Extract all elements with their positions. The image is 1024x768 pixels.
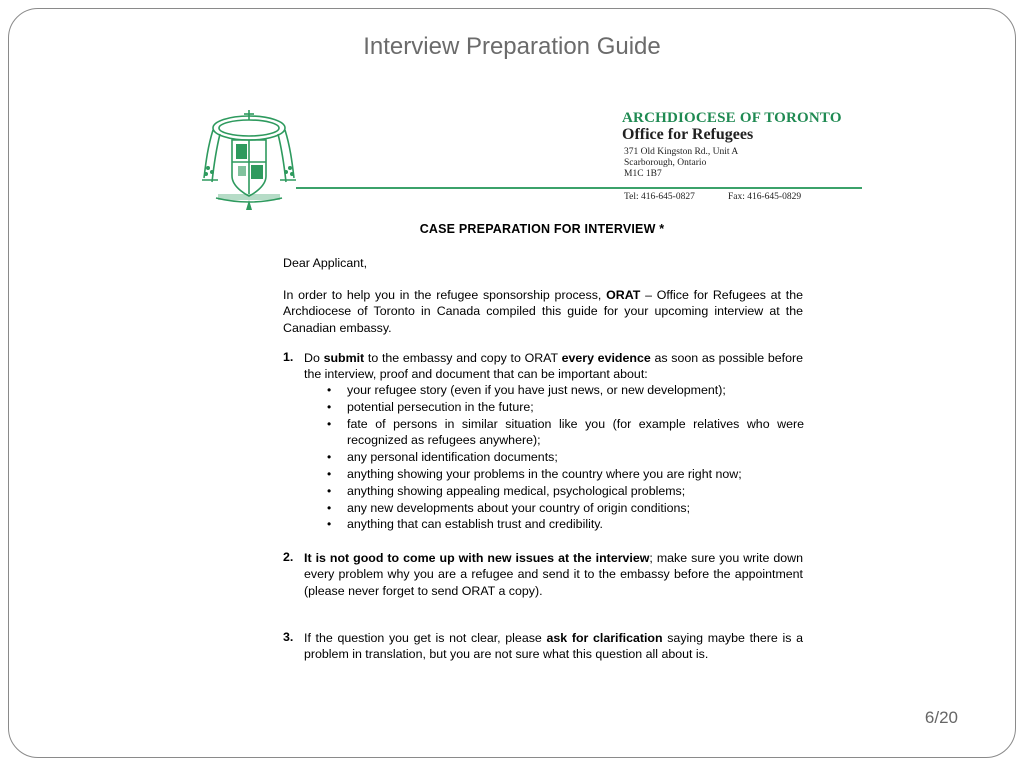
- bullet-item: [326, 516, 804, 533]
- fax-number: Fax: 416-645-0829: [728, 192, 802, 202]
- item-text: as soon as possible before the interview, proof and document that can be important about:: [304, 351, 803, 382]
- item-text: saying maybe there is a problem in translation, but you are not sure what this question all about is.: [304, 631, 803, 662]
- archdiocese-crest-icon: [198, 106, 300, 210]
- item-3-text: [304, 630, 803, 663]
- bullet-icon: •: [327, 483, 332, 498]
- item-bold: submit: [323, 351, 365, 365]
- bullet-icon: •: [327, 383, 332, 397]
- bullet-item: [326, 416, 804, 450]
- salutation: Dear Applicant,: [283, 256, 368, 270]
- address-line: Scarborough, Ontario: [624, 158, 707, 168]
- item-1-text: [304, 350, 803, 383]
- bullet-text: fate of persons in similar situation like you (for example relatives who were recognized as refugees anywhere);: [347, 416, 804, 448]
- bullet-text: anything showing your problems in the country where you are right now;: [347, 466, 742, 481]
- item-text: ; make sure you write down every problem why you are a refugee and send it to the embassy before the appointment (please never forget to send ORAT a copy).: [304, 551, 803, 598]
- address-line: 371 Old Kingston Rd., Unit A: [624, 147, 739, 157]
- bullet-icon: •: [327, 450, 332, 465]
- bullet-item: [326, 399, 804, 416]
- intro-bold: ORAT: [606, 288, 641, 302]
- bullet-item: [326, 500, 804, 517]
- org-name: ARCHDIOCESE OF TORONTO: [622, 110, 842, 126]
- bullet-item: [326, 449, 804, 466]
- bullet-item: [326, 466, 804, 483]
- bullet-text: your refugee story (even if you have just news, or new development);: [347, 383, 726, 397]
- item-number: 1.: [283, 350, 294, 364]
- item-number: 3.: [283, 630, 294, 644]
- bullet-text: anything that can establish trust and credibility.: [347, 517, 603, 532]
- bullet-text: any new developments about your country of origin conditions;: [347, 500, 691, 515]
- bullet-icon: •: [327, 416, 332, 431]
- evidence-bullet-list: [326, 382, 804, 533]
- bullet-text: any personal identification documents;: [347, 450, 558, 465]
- bullet-item: [326, 382, 804, 399]
- item-text: to the embassy and copy to ORAT: [364, 351, 562, 365]
- bullet-text: anything showing appealing medical, psychological problems;: [347, 483, 686, 498]
- intro-text: – Office for Refugees at the Archdiocese of Toronto in Canada compiled this guide for your upcoming interview at the Canadian embassy.: [283, 288, 803, 335]
- page-number: 6/20: [924, 708, 958, 727]
- bullet-icon: •: [327, 500, 332, 515]
- tel-number: Tel: 416-645-0827: [624, 192, 695, 202]
- item-bold: every evidence: [561, 351, 651, 365]
- bullet-icon: •: [327, 517, 332, 532]
- bullet-icon: •: [327, 466, 332, 481]
- address-line: M1C 1B7: [624, 169, 662, 179]
- item-text: If the question you get is not clear, please: [304, 631, 547, 645]
- bullet-text: potential persecution in the future;: [347, 399, 534, 414]
- intro-text: In order to help you in the refugee sponsorship process,: [283, 288, 607, 302]
- bullet-item: [326, 483, 804, 500]
- item-number: 2.: [283, 550, 294, 564]
- document-heading: CASE PREPARATION FOR INTERVIEW *: [419, 222, 665, 236]
- item-bold: It is not good to come up with new issues at the interview: [304, 551, 650, 565]
- item-2-text: [304, 550, 803, 599]
- bullet-icon: •: [327, 399, 332, 414]
- office-name: Office for Refugees: [622, 126, 754, 143]
- intro-paragraph: [283, 287, 803, 336]
- item-text: Do: [304, 351, 324, 365]
- slide-title: Interview Preparation Guide: [363, 33, 661, 60]
- item-bold: ask for clarification: [546, 631, 663, 645]
- letterhead-rule: [296, 187, 862, 189]
